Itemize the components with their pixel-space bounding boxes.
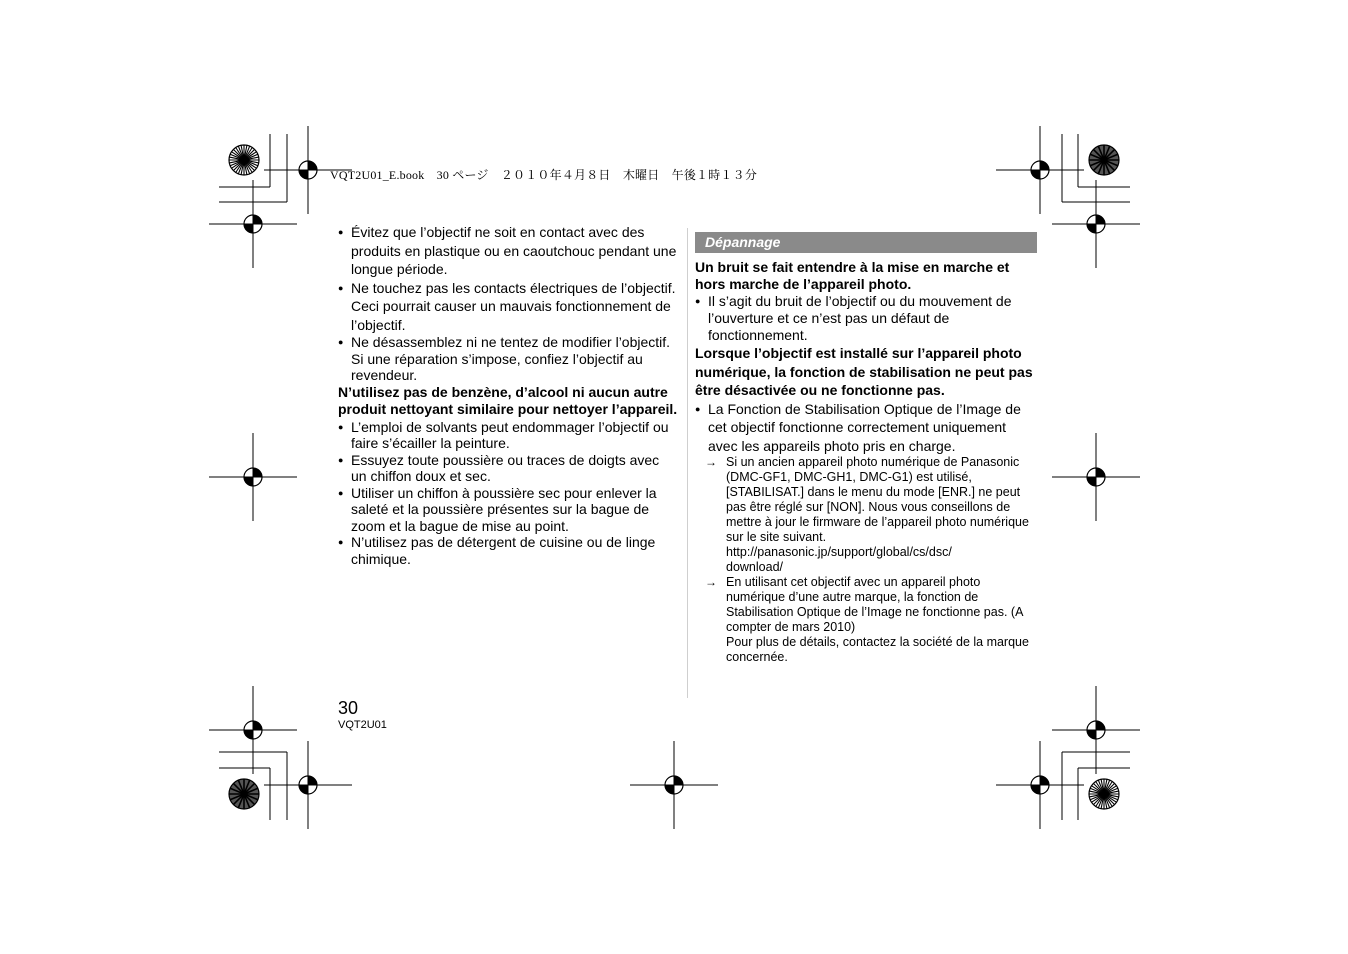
answer-2: ● La Fonction de Stabilisation Optique de l’Image de cet objectif fonctionne correctement uniquement avec les appareils photo pris en charge.: [695, 400, 1037, 456]
document-code: VQT2U01: [338, 719, 387, 731]
sub-item-1-text: Si un ancien appareil photo numérique de Panasonic (DMC-GF1, DMC-GH1, DMC-G1) est utilisé, [STABILISAT.] dans le menu du mode [ENR.] ne peut pas être réglé sur [NON]. Nous vous conseillons de mettre à jour le firmware de l’appareil photo numérique sur le site suivant.: [726, 455, 1029, 544]
support-url-line-2: download/: [726, 560, 783, 574]
question-2: Lorsque l’objectif est installé sur l’appareil photo numérique, la fonction de stabilisation ne peut pas être désactivée ou ne fonctionne pas.: [695, 345, 1033, 398]
support-url-line-1: http://panasonic.jp/support/global/cs/dsc/: [726, 545, 952, 559]
right-column: [695, 232, 1037, 665]
section-title: Dépannage: [695, 232, 1037, 253]
bullet-item: ● N’utilisez pas de détergent de cuisine ou de linge chimique.: [338, 534, 678, 567]
answer-1: ● Il s’agit du bruit de l’objectif ou du mouvement de l’ouverture et ce n’est pas un défaut de fonctionnement.: [695, 293, 1037, 344]
sub-item-2: [695, 575, 1037, 665]
page-number: 30: [338, 698, 359, 718]
bullet-item: ● Ne touchez pas les contacts électriques de l’objectif. Ceci pourrait causer un mauvais fonctionnement de l’objectif.: [338, 279, 678, 335]
sub-item-1: [695, 455, 1037, 575]
sub-item-2-extra: Pour plus de détails, contactez la société de la marque concernée.: [726, 635, 1029, 664]
sub-item-2-text: En utilisant cet objectif avec un appareil photo numérique d’une autre marque, la fonction de Stabilisation Optique de l’Image ne fonctionne pas. (A compter de mars 2010): [726, 575, 1023, 634]
bullet-item: ● Essuyez toute poussière ou traces de doigts avec un chiffon doux et sec.: [338, 452, 678, 485]
bullet-item: ● Évitez que l’objectif ne soit en contact avec des produits en plastique ou en caoutchouc pendant une longue période.: [338, 223, 678, 279]
column-divider: [687, 228, 688, 698]
bold-warning: N’utilisez pas de benzène, d’alcool ni aucun autre produit nettoyant similaire pour nettoyer l’appareil.: [338, 383, 678, 417]
left-column: [338, 223, 678, 567]
bullet-item: ● L’emploi de solvants peut endommager l’objectif ou faire s’écailler la peinture.: [338, 419, 678, 452]
book-header: VQT2U01_E.book 30 ページ ２０１０年４月８日 木曜日 午後１時１３分: [330, 168, 758, 182]
question-1: Un bruit se fait entendre à la mise en marche et hors marche de l’appareil photo.: [695, 259, 1010, 292]
bullet-item: ● Ne désassemblez ni ne tentez de modifier l’objectif. Si une réparation s’impose, confiez l’objectif au revendeur.: [338, 334, 678, 384]
bullet-item: ● Utiliser un chiffon à poussière sec pour enlever la saleté et la poussière présentes sur la bague de zoom et la bague de mise au point.: [338, 485, 678, 535]
